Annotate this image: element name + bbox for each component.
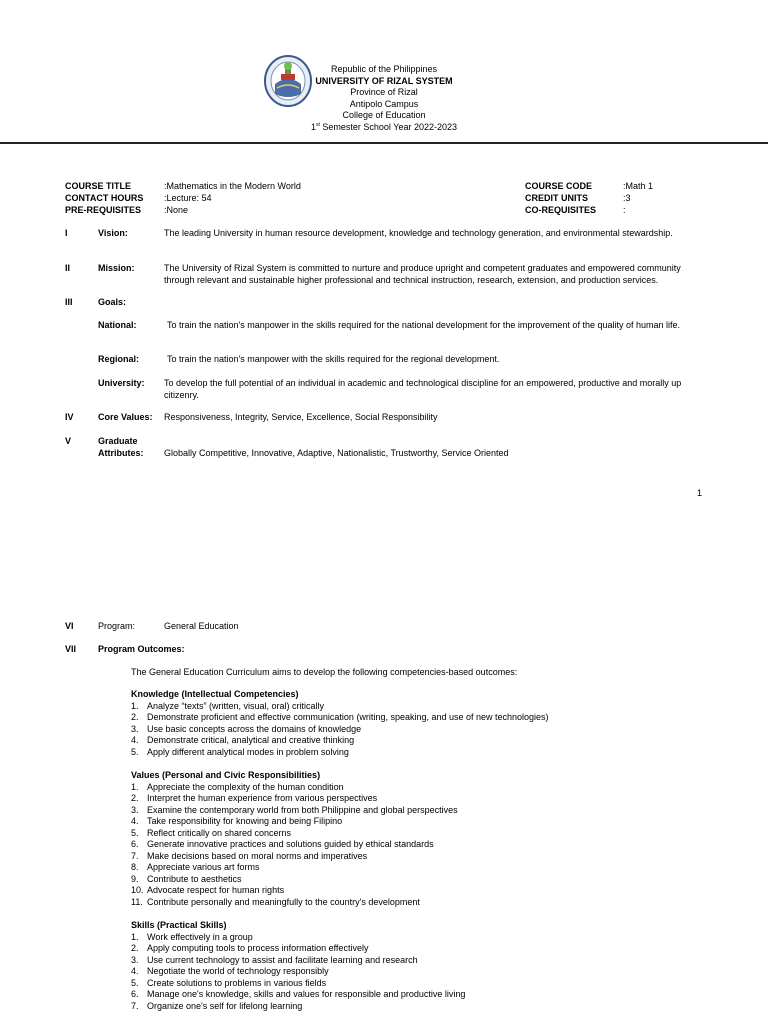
list-item-text: Manage one's knowledge, skills and values for responsible and productive living: [147, 989, 466, 999]
graduate-attributes-text: Globally Competitive, Innovative, Adaptive, Nationalistic, Trustworthy, Service Oriented: [164, 448, 509, 458]
list-item-number: 10.: [131, 885, 144, 895]
list-item-number: 1.: [131, 931, 139, 942]
list-item-text: Contribute personally and meaningfully to the country's development: [147, 896, 420, 907]
list-item: [131, 724, 691, 736]
vision-text: The leading University in human resource development, knowledge and technology generation, and environmental stewardship.: [164, 228, 673, 238]
header-republic: Republic of the Philippines: [330, 64, 438, 74]
list-item-number: 2.: [131, 943, 139, 953]
contact-hours-label: CONTACT HOURS: [65, 193, 144, 203]
corequisites-label: CO-REQUISITES: [525, 205, 597, 215]
list-item-number: 4.: [131, 966, 139, 976]
list-item-number: 5.: [131, 827, 139, 838]
knowledge-block: [131, 689, 691, 758]
knowledge-list: [131, 701, 691, 759]
course-code-value: :Math 1: [623, 181, 654, 191]
values-list: [131, 782, 691, 909]
regional-goal-label: Regional:: [98, 354, 140, 364]
list-item-number: 8.: [131, 862, 139, 872]
list-item-number: 3.: [131, 723, 139, 734]
list-item: [131, 851, 691, 863]
list-item-number: 4.: [131, 735, 139, 745]
core-values-text: Responsiveness, Integrity, Service, Excellence, Social Responsibility: [164, 412, 438, 422]
list-item-text: Appreciate various art forms: [147, 862, 260, 872]
list-item: [131, 1001, 691, 1013]
page-number: 1: [697, 488, 703, 498]
course-code-label: COURSE CODE: [525, 181, 593, 191]
skills-list: [131, 932, 691, 1013]
list-item-text: Advocate respect for human rights: [147, 885, 285, 895]
list-item-number: 3.: [131, 804, 139, 815]
skills-block: [131, 920, 691, 1012]
list-item-text: Demonstrate proficient and effective communication (writing, speaking, and use of new technologies): [147, 712, 549, 722]
list-item-number: 2.: [131, 793, 139, 803]
vision-number: I: [65, 228, 68, 238]
contact-hours-value: :Lecture: 54: [164, 193, 212, 203]
list-item-number: 3.: [131, 954, 139, 965]
program-value: General Education: [164, 621, 239, 631]
corequisites-value: :: [623, 205, 626, 215]
semester-text: Semester School Year 2022-2023: [319, 121, 457, 132]
list-item-text: Work effectively in a group: [147, 931, 253, 942]
list-item-text: Reflect critically on shared concerns: [147, 827, 292, 838]
course-title-value: :Mathematics in the Modern World: [164, 181, 301, 191]
list-item: [131, 747, 691, 759]
prerequisites-value: :None: [164, 205, 189, 215]
list-item-text: Use current technology to assist and facilitate learning and research: [147, 954, 418, 965]
header-campus: Antipolo Campus: [349, 98, 419, 109]
graduate-attributes-label-line1: Graduate: [98, 436, 138, 446]
graduate-attributes-number: V: [65, 436, 72, 446]
values-heading: Values (Personal and Civic Responsibilities): [131, 770, 321, 780]
university-goal-label: University:: [98, 378, 145, 388]
list-item-text: Contribute to aesthetics: [147, 873, 242, 884]
program-outcomes-label: Program Outcomes:: [98, 644, 185, 654]
list-item-text: Apply different analytical modes in problem solving: [147, 746, 349, 757]
core-values-number: IV: [65, 412, 74, 422]
knowledge-heading: Knowledge (Intellectual Competencies): [131, 689, 299, 699]
university-goal-text: To develop the full potential of an individual in academic and technological discipline for an empowered, productive and morally up citizenry.: [164, 378, 682, 400]
values-block: [131, 770, 691, 908]
outcomes-intro: The General Education Curriculum aims to develop the following competencies-based outcomes:: [131, 667, 518, 677]
header-province: Province of Rizal: [350, 87, 418, 98]
vision-label: Vision:: [98, 228, 128, 238]
program-outcomes-number: VII: [65, 644, 77, 654]
list-item-text: Negotiate the world of technology responsibly: [147, 966, 329, 976]
header-semester: [0, 122, 768, 134]
list-item: [131, 989, 691, 1001]
list-item-text: Make decisions based on moral norms and imperatives: [147, 850, 368, 861]
core-values-label: Core Values:: [98, 412, 153, 422]
skills-heading: Skills (Practical Skills): [131, 920, 227, 930]
list-item-number: 7.: [131, 850, 139, 861]
credit-units-label: CREDIT UNITS: [525, 193, 588, 203]
list-item: [131, 816, 691, 828]
graduate-attributes-label-line2: Attributes:: [98, 448, 144, 458]
list-item: [131, 943, 691, 955]
mission-number: II: [65, 263, 71, 273]
list-item-text: Create solutions to problems in various fields: [147, 977, 327, 988]
list-item-number: 7.: [131, 1000, 139, 1011]
list-item-text: Appreciate the complexity of the human condition: [147, 781, 344, 792]
list-item: [131, 932, 691, 944]
header-college: College of Education: [342, 110, 426, 121]
list-item: [131, 828, 691, 840]
list-item-text: Organize one's self for lifelong learning: [147, 1000, 303, 1011]
course-title-label: COURSE TITLE: [65, 181, 132, 191]
national-goal-text: To train the nation's manpower in the skills required for the national development for the improvement of the quality of human life.: [167, 320, 680, 330]
list-item: [131, 805, 691, 817]
semester-ordinal: 1: [310, 121, 316, 132]
list-item: [131, 897, 691, 909]
list-item: [131, 978, 691, 990]
list-item: [131, 839, 691, 851]
list-item: [131, 782, 691, 794]
regional-goal-text: To train the nation's manpower with the skills required for the regional development.: [167, 354, 500, 364]
list-item: [131, 955, 691, 967]
document-header: [0, 64, 768, 134]
header-university: UNIVERSITY OF RIZAL SYSTEM: [315, 75, 453, 86]
semester-suffix: st: [316, 121, 320, 128]
list-item-text: Take responsibility for knowing and being Filipino: [147, 816, 343, 826]
credit-units-value: :3: [623, 193, 631, 203]
list-item-text: Demonstrate critical, analytical and creative thinking: [147, 735, 355, 745]
goals-number: III: [65, 297, 73, 307]
program-label: Program:: [98, 621, 136, 631]
list-item-number: 5.: [131, 977, 139, 988]
header-divider: [0, 142, 768, 144]
list-item-number: 1.: [131, 700, 139, 711]
list-item-text: Apply computing tools to process information effectively: [147, 943, 369, 953]
list-item: [131, 701, 691, 713]
list-item-text: Use basic concepts across the domains of knowledge: [147, 723, 362, 734]
list-item: [131, 712, 691, 724]
list-item-number: 6.: [131, 989, 139, 999]
goals-label: Goals:: [98, 297, 127, 307]
prerequisites-label: PRE-REQUISITES: [65, 205, 142, 215]
list-item: [131, 735, 691, 747]
list-item-number: 6.: [131, 839, 139, 849]
list-item: [131, 885, 691, 897]
list-item-text: Generate innovative practices and solutions guided by ethical standards: [147, 839, 434, 849]
mission-text: The University of Rizal System is committed to nurture and produce upright and competent graduates and empowered community through relevant and sustainable higher professional and technical instruction, research, extension, and production services.: [164, 263, 681, 285]
list-item-number: 11.: [131, 896, 143, 907]
mission-label: Mission:: [98, 263, 135, 273]
list-item-text: Analyze “texts” (written, visual, oral) critically: [147, 700, 325, 711]
national-goal-label: National:: [98, 320, 137, 330]
list-item-text: Examine the contemporary world from both Philippine and global perspectives: [147, 804, 458, 815]
list-item-number: 9.: [131, 873, 139, 884]
list-item-number: 5.: [131, 746, 139, 757]
list-item: [131, 862, 691, 874]
list-item-number: 1.: [131, 781, 139, 792]
program-number: VI: [65, 621, 74, 631]
list-item: [131, 874, 691, 886]
list-item: [131, 966, 691, 978]
list-item-text: Interpret the human experience from various perspectives: [147, 793, 378, 803]
list-item-number: 2.: [131, 712, 139, 722]
list-item-number: 4.: [131, 816, 139, 826]
list-item: [131, 793, 691, 805]
